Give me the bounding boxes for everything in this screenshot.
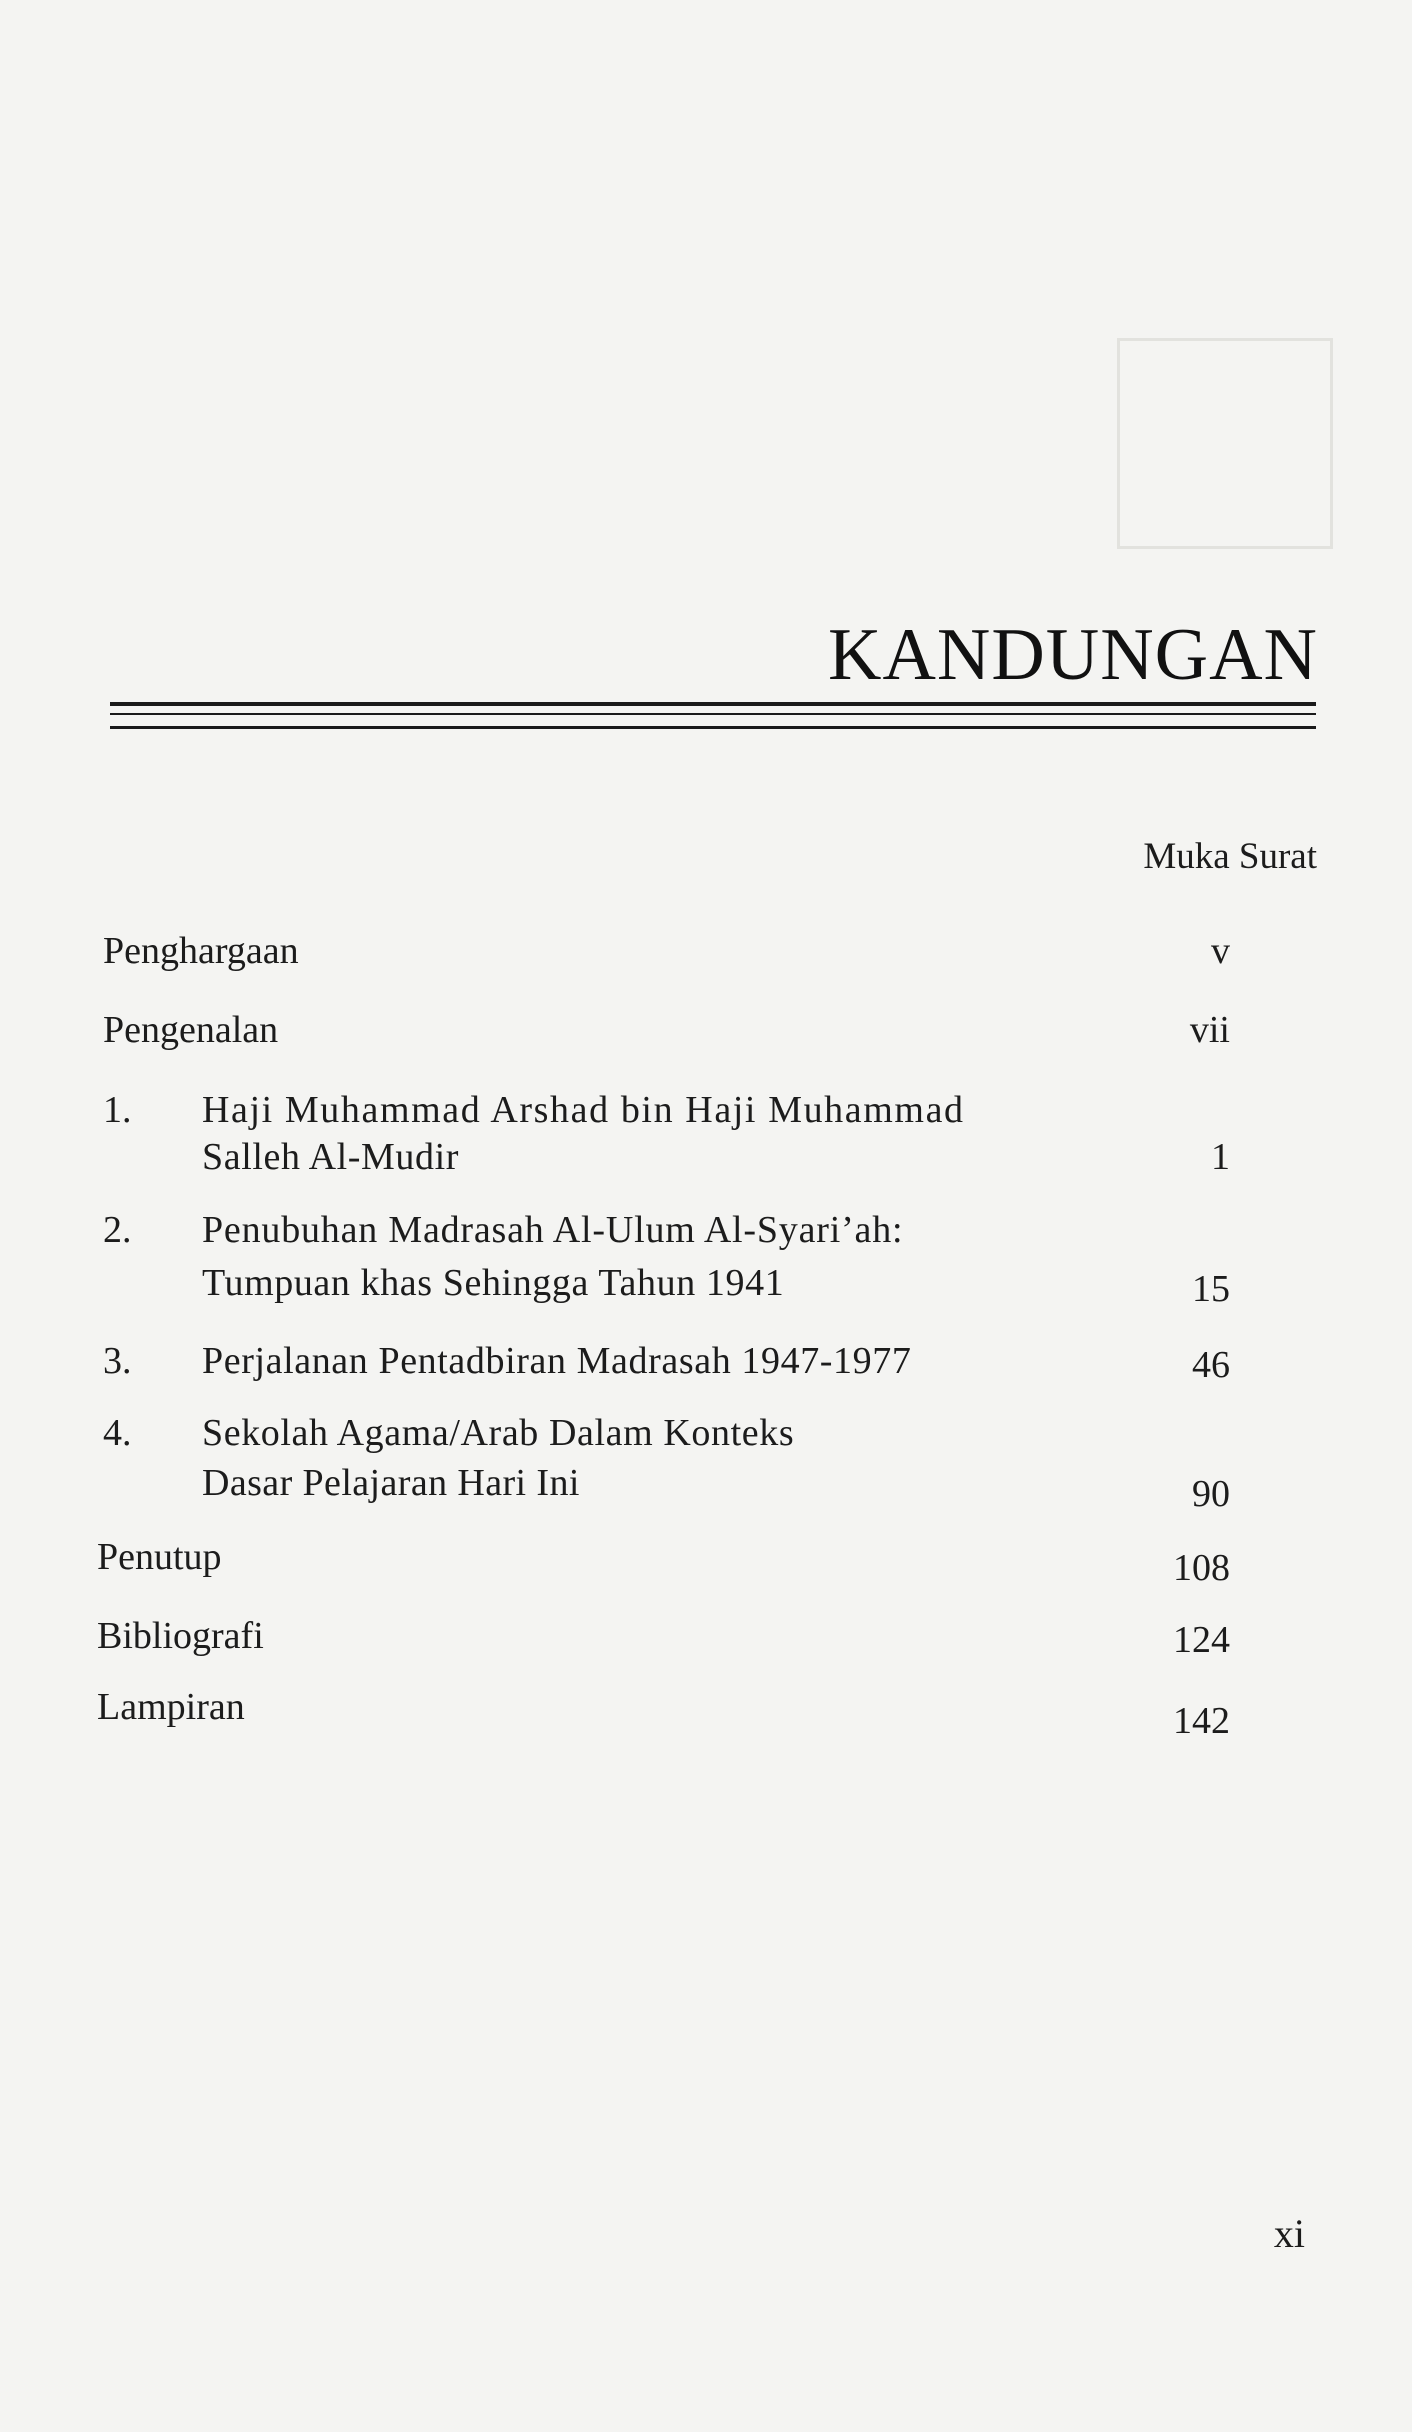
toc-item-page: vii (1189, 1009, 1230, 1051)
toc-item-page: 90 (1192, 1473, 1230, 1515)
toc-item-label: Pengenalan (103, 1009, 279, 1051)
toc-item-page: 142 (1173, 1700, 1230, 1742)
title-rule-middle (110, 713, 1316, 715)
toc-chapter-title-line2: Tumpuan khas Sehingga Tahun 1941 (202, 1262, 785, 1304)
toc-item-pengenalan (103, 1011, 278, 1049)
toc-chapter-number: 1. (103, 1089, 132, 1131)
toc-item-label: Penghargaan (103, 930, 299, 972)
toc-chapter-title-line1: Perjalanan Pentadbiran Madrasah 1947-1977 (202, 1340, 912, 1382)
toc-chapter-number: 3. (103, 1340, 132, 1382)
toc-chapter-title-line1: Sekolah Agama/Arab Dalam Konteks (202, 1412, 795, 1454)
toc-chapter-title-line2: Salleh Al-Mudir (202, 1136, 460, 1178)
toc-item-lampiran (97, 1688, 245, 1726)
toc-item-page: 46 (1192, 1344, 1230, 1386)
page-title: KANDUNGAN (828, 614, 1318, 696)
toc-item-penutup (97, 1538, 222, 1576)
toc-chapter-title-line1: Haji Muhammad Arshad bin Haji Muhammad (202, 1089, 965, 1131)
toc-item-page: 1 (1211, 1136, 1230, 1178)
toc-item-label: Penutup (97, 1536, 222, 1578)
bleed-through-box (1117, 338, 1333, 549)
title-rule-top (110, 702, 1316, 706)
toc-chapter-title-line2: Dasar Pelajaran Hari Ini (202, 1462, 580, 1504)
toc-item-penghargaan (103, 932, 299, 970)
toc-item-bibliografi (97, 1617, 264, 1655)
toc-item-page: 108 (1173, 1547, 1230, 1589)
toc-chapter-number: 2. (103, 1209, 132, 1251)
toc-item-page: 124 (1173, 1619, 1230, 1661)
toc-chapter-number: 4. (103, 1412, 132, 1454)
toc-chapter-title-line1: Penubuhan Madrasah Al-Ulum Al-Syari’ah: (202, 1209, 904, 1251)
page-number: xi (1273, 2211, 1305, 2256)
toc-item-label: Bibliografi (97, 1615, 264, 1657)
bleed-through-heading (112, 620, 131, 707)
toc-item-label: Lampiran (97, 1686, 245, 1728)
page-column-header: Muka Surat (1143, 836, 1317, 877)
toc-item-page: v (1211, 930, 1230, 972)
title-rule-bottom (110, 726, 1316, 729)
toc-item-page: 15 (1192, 1268, 1230, 1310)
